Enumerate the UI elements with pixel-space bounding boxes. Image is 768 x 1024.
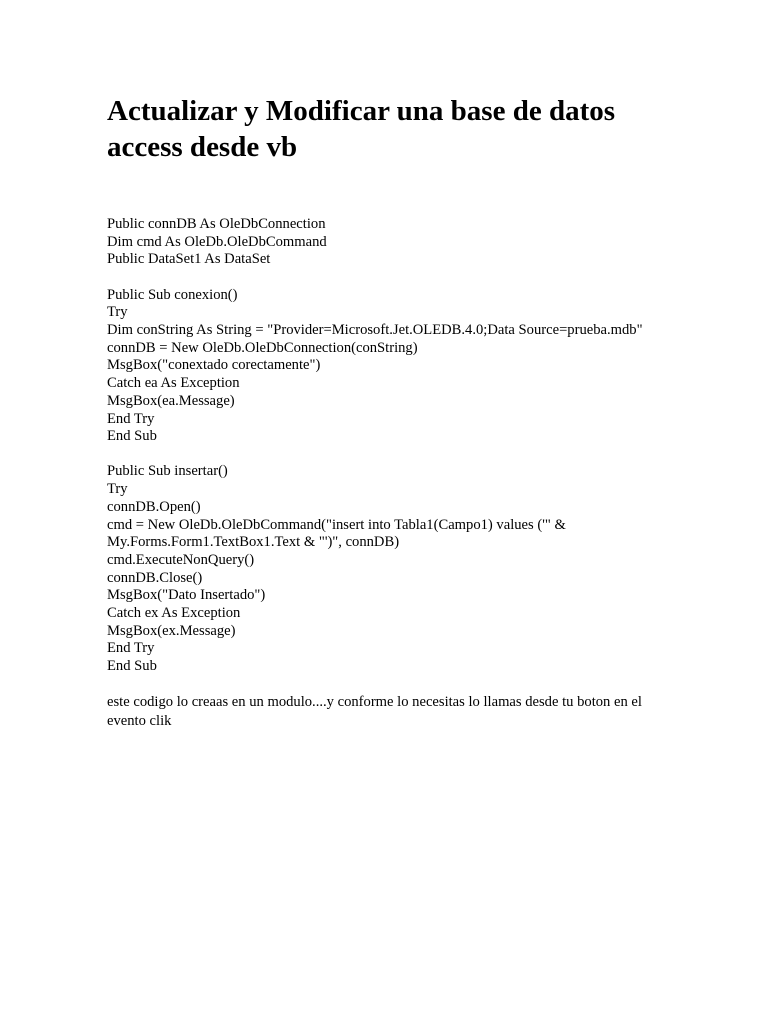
code-line: Try: [107, 481, 128, 498]
code-line: End Try: [107, 410, 155, 427]
code-line: Catch ex As Exception: [107, 605, 241, 622]
code-line: End Sub: [107, 658, 157, 675]
code-line: MsgBox("conextado corectamente"): [107, 357, 321, 374]
code-line: Public DataSet1 As DataSet: [107, 251, 271, 268]
code-line: End Try: [107, 640, 155, 657]
code-block-insertar: [107, 463, 667, 675]
code-line: Dim cmd As OleDb.OleDbCommand: [107, 233, 327, 250]
code-line: Public connDB As OleDbConnection: [107, 216, 326, 232]
code-block-declarations: [107, 216, 667, 269]
code-line: Dim conString As String = "Provider=Microsoft.Jet.OLEDB.4.0;Data Source=prueba.mdb": [107, 322, 643, 339]
code-line: My.Forms.Form1.TextBox1.Text & "')", connDB): [107, 534, 400, 551]
code-line: connDB.Close(): [107, 569, 203, 586]
code-line: Catch ea As Exception: [107, 375, 240, 392]
closing-paragraph: este codigo lo creaas en un modulo....y conforme lo necesitas lo llamas desde tu boton en el evento clik: [107, 694, 642, 730]
code-line: Try: [107, 304, 128, 321]
code-line: MsgBox("Dato Insertado"): [107, 587, 266, 604]
code-line: cmd.ExecuteNonQuery(): [107, 551, 255, 568]
code-line: Public Sub insertar(): [107, 463, 228, 480]
code-line: MsgBox(ea.Message): [107, 392, 235, 409]
code-line: MsgBox(ex.Message): [107, 622, 236, 639]
code-block-conexion: [107, 287, 667, 446]
code-line: connDB.Open(): [107, 498, 201, 515]
document-page: [107, 93, 667, 731]
code-line: connDB = New OleDb.OleDbConnection(conString): [107, 339, 418, 356]
document-title: Actualizar y Modificar una base de datos access desde vb: [107, 95, 616, 163]
code-line: Public Sub conexion(): [107, 286, 238, 303]
code-line: cmd = New OleDb.OleDbCommand("insert into Tabla1(Campo1) values ('" &: [107, 516, 566, 533]
document-body: [107, 216, 667, 731]
code-line: End Sub: [107, 428, 157, 445]
